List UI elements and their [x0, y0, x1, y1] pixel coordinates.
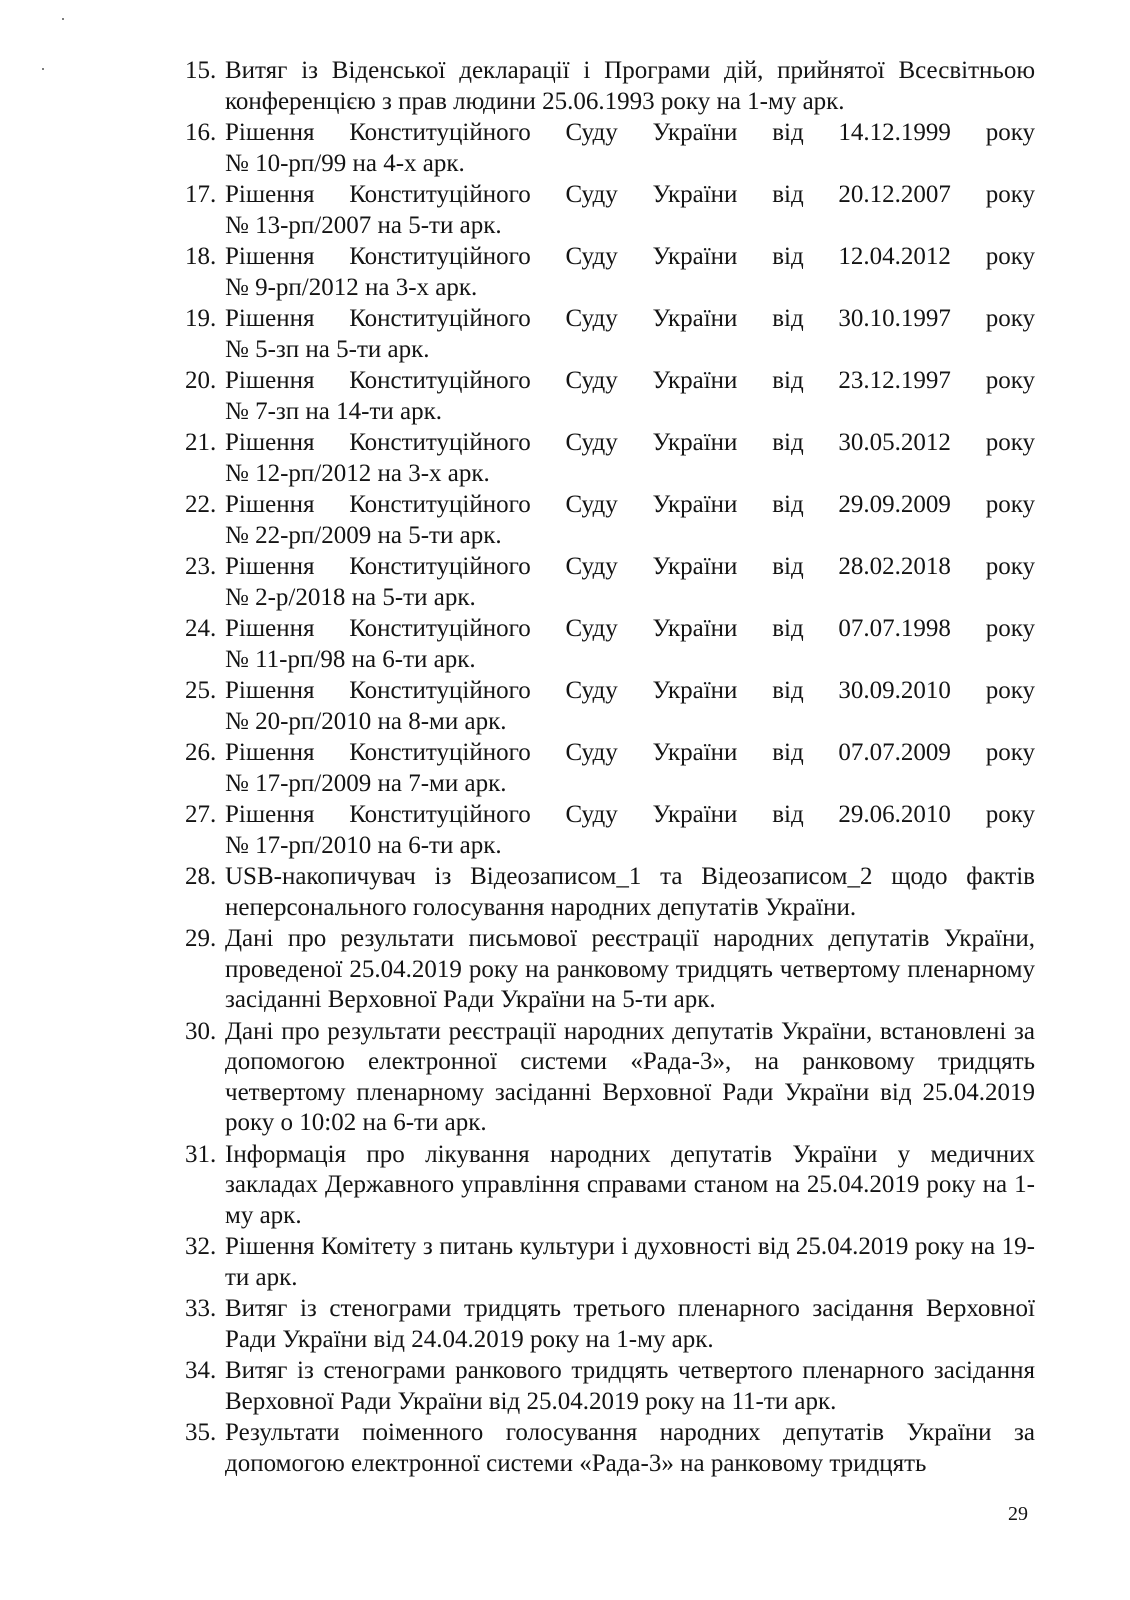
list-item [185, 924, 1035, 1016]
list-item [185, 1017, 1035, 1139]
item-number: 31. [185, 1140, 217, 1168]
item-number: 32. [185, 1233, 217, 1260]
item-text-line: Рішення Конституційного Суду України від 07.07.1998 року [225, 615, 1035, 642]
list-item [185, 366, 1035, 427]
item-number: 34. [185, 1357, 217, 1384]
item-number: 19. [185, 305, 217, 332]
item-text [225, 56, 1035, 117]
item-text: Рішення Комітету з питань культури і духовності від 25.04.2019 року на 19-ти арк. [225, 1233, 1035, 1291]
list-item [185, 1232, 1035, 1293]
item-text [225, 490, 1035, 551]
list-item [185, 490, 1035, 551]
item-text-line: Рішення Конституційного Суду України від 30.09.2010 року [225, 677, 1035, 704]
item-number: 25. [185, 677, 217, 704]
item-text [225, 614, 1035, 675]
list-item [185, 862, 1035, 923]
item-text-line: № 17-рп/2009 на 7-ми арк. [225, 769, 507, 797]
item-text-line: № 7-зп на 14-ти арк. [225, 397, 443, 425]
item-number: 28. [185, 863, 217, 890]
page-number: 29 [1008, 1503, 1028, 1525]
item-text [225, 304, 1035, 365]
item-text-line: Рішення Конституційного Суду України від 28.02.2018 року [225, 553, 1035, 580]
item-number: 27. [185, 801, 217, 828]
list-item [185, 800, 1035, 861]
scan-speck [42, 68, 44, 70]
item-number: 30. [185, 1017, 217, 1045]
item-number: 15. [185, 57, 217, 84]
item-text: USB-накопичувач із Відеозаписом_1 та Відеозаписом_2 щодо фактів неперсонального голосування народних депутатів України. [225, 863, 1035, 921]
item-text-line: Рішення Конституційного Суду України від 23.12.1997 року [225, 367, 1035, 394]
list-item [185, 1356, 1035, 1417]
item-text-line: № 12-рп/2012 на 3-х арк. [225, 459, 490, 487]
item-text-line: Рішення Конституційного Суду України від 12.04.2012 року [225, 243, 1035, 270]
item-number: 18. [185, 243, 217, 270]
list-item [185, 304, 1035, 365]
list-item [185, 676, 1035, 737]
item-text [225, 552, 1035, 613]
item-text: Результати поіменного голосування народних депутатів України за допомогою електронної системи «Рада-3» на ранковому тридцять [225, 1419, 1035, 1477]
item-number: 35. [185, 1419, 217, 1446]
item-text-line: Рішення Конституційного Суду України від 20.12.2007 року [225, 181, 1035, 208]
list-item [185, 1418, 1035, 1479]
item-text-line: Рішення Конституційного Суду України від 30.05.2012 року [225, 429, 1035, 456]
item-number: 23. [185, 553, 217, 580]
item-text-line: Рішення Конституційного Суду України від 29.06.2010 року [225, 801, 1035, 828]
item-text-line: Рішення Конституційного Суду України від 30.10.1997 року [225, 305, 1035, 332]
item-text-line: конференцією з прав людини 25.06.1993 року на 1-му арк. [225, 87, 845, 115]
item-text-line: Рішення Конституційного Суду України від 14.12.1999 року [225, 119, 1035, 146]
item-number: 20. [185, 367, 217, 394]
list-item [185, 738, 1035, 799]
item-text-line: № 5-зп на 5-ти арк. [225, 335, 430, 363]
item-text: Дані про результати письмової реєстрації народних депутатів України, проведеної 25.04.2019 року на ранковому тридцять четвертому пленарному засіданні Верховної Ради України на 5-ти арк. [225, 925, 1035, 1013]
item-text [225, 180, 1035, 241]
item-number: 22. [185, 491, 217, 518]
list-item [185, 552, 1035, 613]
item-text [225, 118, 1035, 179]
list-item [185, 242, 1035, 303]
item-text [225, 738, 1035, 799]
item-text-line: № 22-рп/2009 на 5-ти арк. [225, 521, 502, 549]
item-text: Інформація про лікування народних депутатів України у медичних закладах Державного управління справами станом на 25.04.2019 року на 1-му арк. [225, 1140, 1035, 1229]
item-text-line: № 17-рп/2010 на 6-ти арк. [225, 831, 502, 859]
list-item [185, 118, 1035, 179]
item-text-line: № 20-рп/2010 на 8-ми арк. [225, 707, 507, 735]
item-text [225, 242, 1035, 303]
attachments-list [185, 56, 1035, 1480]
list-item [185, 180, 1035, 241]
item-number: 24. [185, 615, 217, 642]
item-number: 16. [185, 119, 217, 146]
list-item [185, 1140, 1035, 1232]
item-text-line: № 9-рп/2012 на 3-х арк. [225, 273, 478, 301]
item-text-line: Рішення Конституційного Суду України від 29.09.2009 року [225, 491, 1035, 518]
item-text [225, 800, 1035, 861]
item-text-line: № 10-рп/99 на 4-х арк. [225, 149, 465, 177]
item-text-line: Витяг із Віденської декларації і Програми дій, прийнятої Всесвітньою [225, 57, 1035, 84]
item-number: 33. [185, 1295, 217, 1322]
item-text-line: Рішення Конституційного Суду України від 07.07.2009 року [225, 739, 1035, 766]
list-item [185, 1294, 1035, 1355]
item-text-line: № 11-рп/98 на 6-ти арк. [225, 645, 476, 673]
item-text: Дані про результати реєстрації народних депутатів України, встановлені за допомогою електронної системи «Рада-3», на ранковому тридцять четвертому пленарному засіданні Верховної Ради України від 25.04.2019 року о 10:02 на 6-ти арк. [225, 1017, 1035, 1136]
item-number: 17. [185, 181, 217, 208]
item-text [225, 428, 1035, 489]
item-text: Витяг із стенограми ранкового тридцять четвертого пленарного засідання Верховної Ради України від 25.04.2019 року на 11-ти арк. [225, 1357, 1035, 1415]
list-item [185, 428, 1035, 489]
item-text-line: № 13-рп/2007 на 5-ти арк. [225, 211, 502, 239]
item-number: 26. [185, 739, 217, 766]
item-number: 29. [185, 925, 217, 952]
scan-speck [62, 18, 64, 20]
item-text: Витяг із стенограми тридцять третього пленарного засідання Верховної Ради України від 24.04.2019 року на 1-му арк. [225, 1295, 1035, 1353]
item-text [225, 676, 1035, 737]
item-text-line: № 2-р/2018 на 5-ти арк. [225, 583, 476, 611]
item-number: 21. [185, 429, 217, 456]
list-item [185, 614, 1035, 675]
list-item [185, 56, 1035, 117]
item-text [225, 366, 1035, 427]
